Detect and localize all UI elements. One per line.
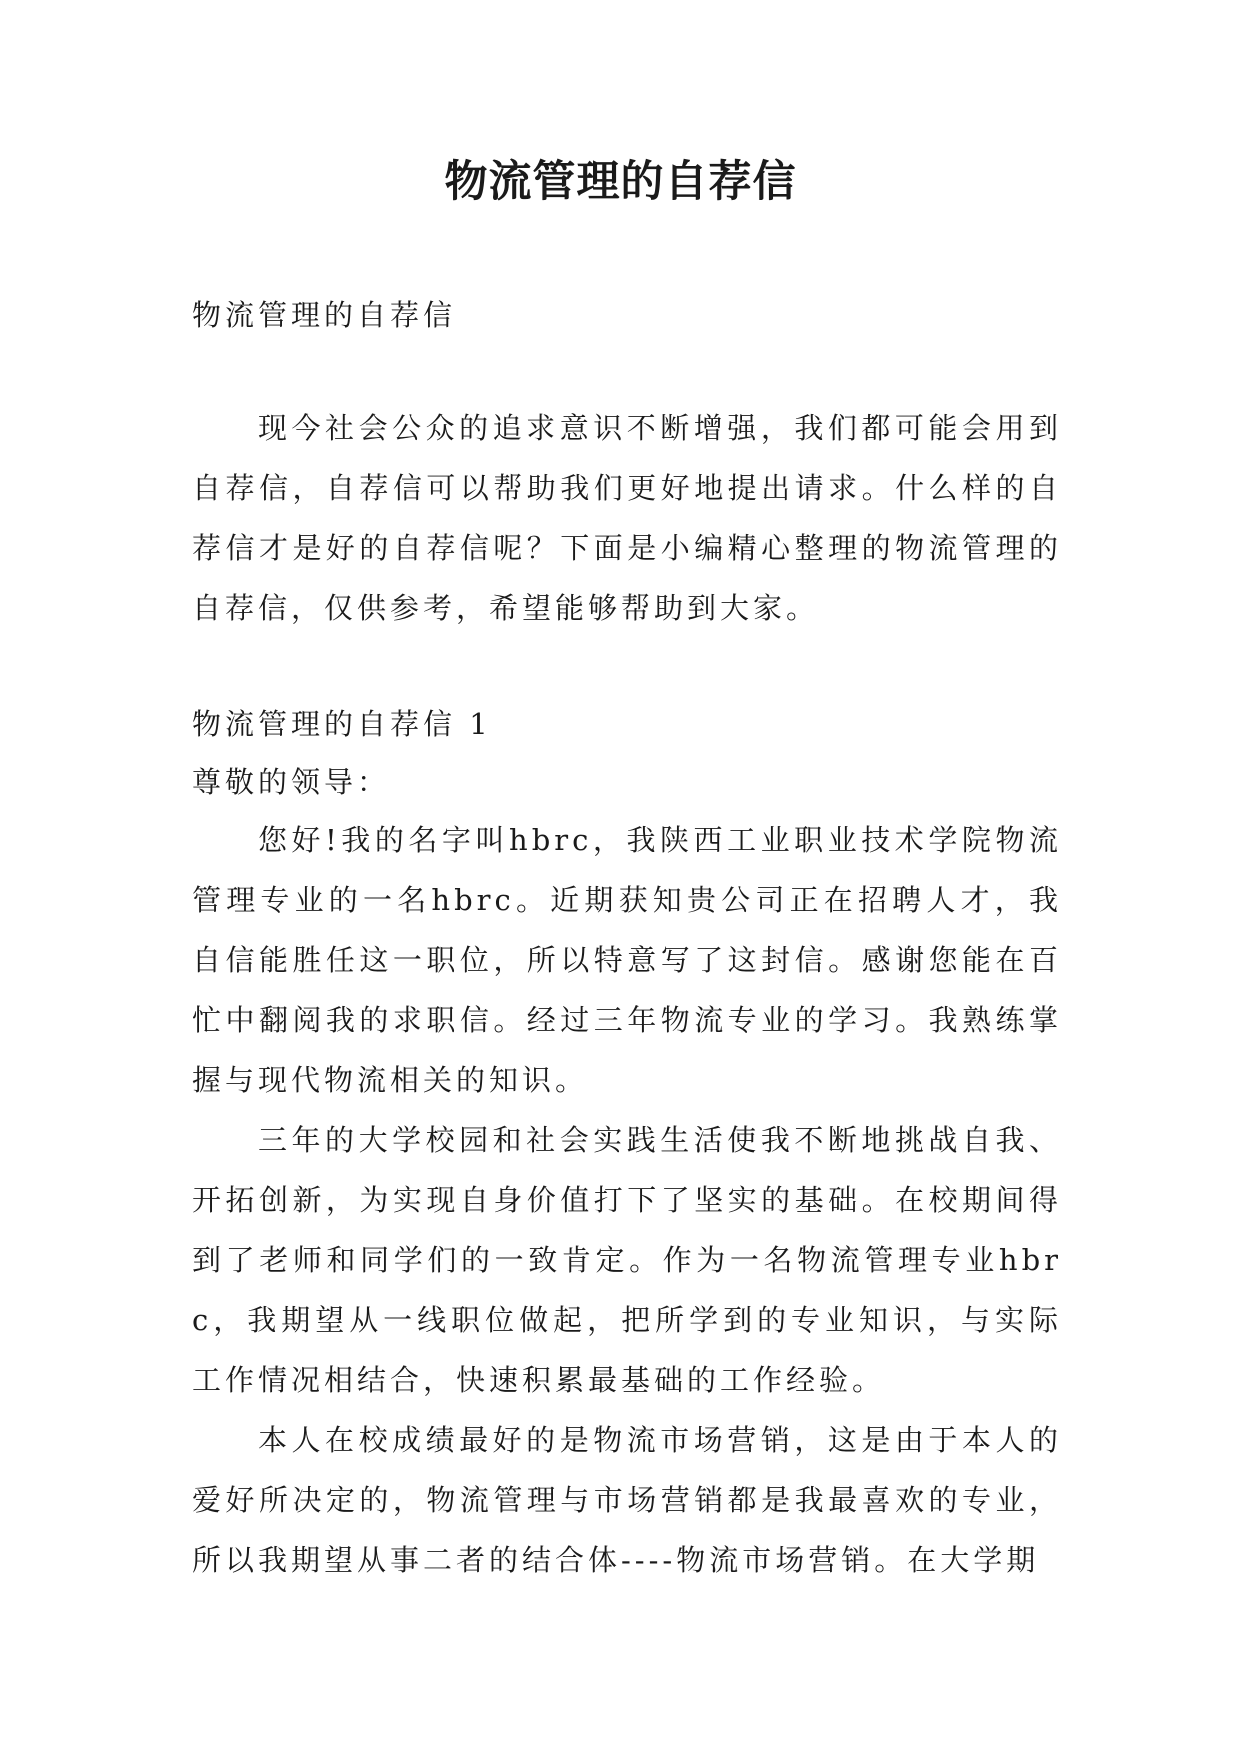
letter-paragraph-3: 本人在校成绩最好的是物流市场营销，这是由于本人的爱好所决定的，物流管理与市场营销都是我最喜欢的专业，所以我期望从事二者的结合体----物流市场营销。在大学期 bbox=[192, 1423, 1062, 1577]
document-subtitle: 物流管理的自荐信 bbox=[192, 298, 457, 332]
letter-heading: 物流管理的自荐信 1 bbox=[192, 707, 492, 741]
document-title: 物流管理的自荐信 bbox=[444, 157, 797, 207]
letter-paragraph-1: 您好!我的名字叫hbrc，我陕西工业职业技术学院物流管理专业的一名hbrc。近期获知贵公司正在招聘人才，我自信能胜任这一职位，所以特意写了这封信。感谢您能在百忙中翻阅我的求职信。经过三年物流专业的学习。我熟练掌握与现代物流相关的知识。 bbox=[192, 823, 1062, 1097]
intro-paragraph: 现今社会公众的追求意识不断增强，我们都可能会用到自荐信，自荐信可以帮助我们更好地提出请求。什么样的自荐信才是好的自荐信呢？下面是小编精心整理的物流管理的自荐信，仅供参考，希望能够帮助到大家。 bbox=[192, 411, 1062, 625]
letter-salutation: 尊敬的领导： bbox=[192, 765, 391, 799]
letter-body bbox=[192, 810, 1062, 1590]
letter-paragraph-2: 三年的大学校园和社会实践生活使我不断地挑战自我、开拓创新，为实现自身价值打下了坚实的基础。在校期间得到了老师和同学们的一致肯定。作为一名物流管理专业hbrc，我期望从一线职位做起，把所学到的专业知识，与实际工作情况相结合，快速积累最基础的工作经验。 bbox=[192, 1123, 1062, 1397]
